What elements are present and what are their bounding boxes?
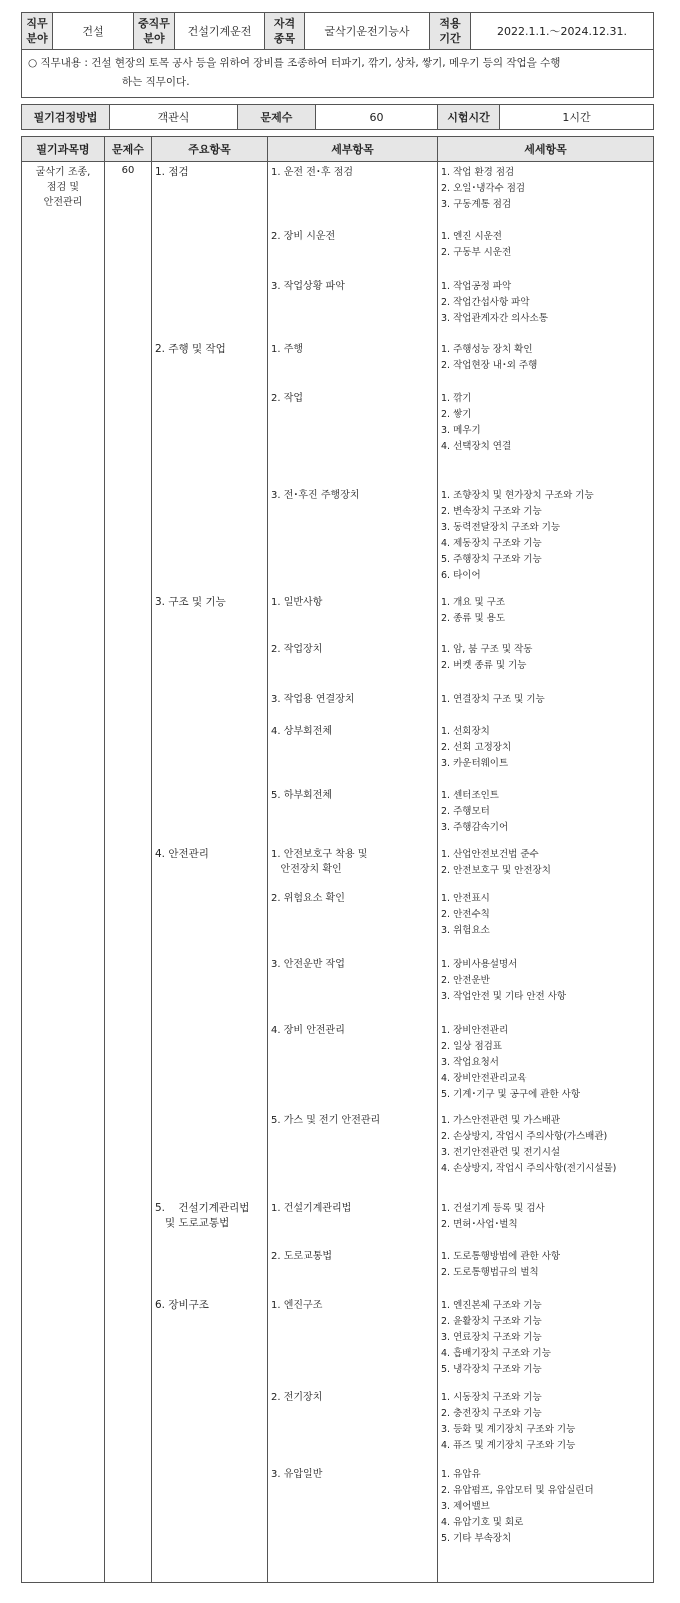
detail-item: 2. 작업간섭사항 파악: [441, 297, 530, 308]
detail-item: 1. 개요 및 구조: [441, 597, 506, 608]
detail-item: 1. 유압유: [441, 1469, 481, 1480]
detail-item: 4. 선택장치 연결: [441, 441, 512, 452]
sub-item: 2. 전기장치: [271, 1392, 323, 1403]
detail-item: 3. 작업안전 및 기타 안전 사항: [441, 991, 567, 1002]
sub-item: 1. 주행: [271, 344, 304, 355]
detail-item: 4. 제동장치 구조와 기능: [441, 538, 542, 549]
detail-item: 1. 주행성능 장치 확인: [441, 344, 533, 355]
sub-item: 3. 작업용 연결장치: [271, 694, 355, 705]
detail-item: 2. 주행모터: [441, 806, 490, 817]
detail-item: 1. 깎기: [441, 393, 472, 404]
detail-item: 2. 쌓기: [441, 409, 472, 420]
major-item: 4. 안전관리: [155, 848, 209, 860]
detail-item: 1. 조향장치 및 현가장치 구조와 기능: [441, 490, 594, 501]
sub-item: 3. 유압일반: [271, 1469, 323, 1480]
sub-item: 5. 하부회전체: [271, 790, 333, 801]
sub-field-value: 건설기계운전: [175, 13, 265, 50]
period-label: 적용 기간: [430, 13, 471, 50]
exam-method-table: [21, 104, 654, 130]
job-description-line-2: 하는 직무이다.: [122, 76, 190, 88]
major-item: 5. 건설기계관리법 및 도로교통법: [155, 1202, 250, 1229]
method-label: 필기검정방법: [22, 105, 110, 130]
detail-item: 2. 구동부 시운전: [441, 247, 512, 258]
detail-item: 2. 도로통행법규의 벌칙: [441, 1267, 539, 1278]
detail-item: 3. 주행감속기어: [441, 822, 509, 833]
detail-item: 3. 위험요소: [441, 925, 490, 936]
sub-field-label: 중직무 분야: [134, 13, 175, 50]
detail-item: 4. 퓨즈 및 계기장치 구조와 기능: [441, 1440, 576, 1451]
col-subject: 필기과목명: [22, 137, 105, 162]
sub-item: 1. 건설기계관리법: [271, 1203, 352, 1214]
detail-item: 1. 산업안전보건법 준수: [441, 849, 539, 860]
sub-item: 2. 작업: [271, 393, 304, 404]
method-value: 객관식: [110, 105, 238, 130]
sub-item: 4. 상부회전체: [271, 726, 333, 737]
detail-item: 3. 메우기: [441, 425, 481, 436]
detail-item: 5. 냉각장치 구조와 기능: [441, 1364, 542, 1375]
detail-item: 3. 작업요청서: [441, 1057, 499, 1068]
cert-label: 자격 종목: [265, 13, 305, 50]
detail-item: 4. 흡배기장치 구조와 기능: [441, 1348, 551, 1359]
detail-item: 1. 작업 환경 점검: [441, 167, 515, 178]
job-description: [21, 50, 654, 98]
detail-item: 3. 작업관계자간 의사소통: [441, 313, 548, 324]
detail-item: 3. 카운터웨이트: [441, 758, 509, 769]
col-sub: 세부항목: [268, 137, 438, 162]
detail-item: 3. 전기안전관련 및 전기시설: [441, 1147, 561, 1158]
sub-item: 2. 작업장치: [271, 644, 323, 655]
detail-item: 2. 안전수칙: [441, 909, 490, 920]
detail-item: 1. 작업공정 파악: [441, 281, 512, 292]
sub-item: 1. 일반사항: [271, 597, 323, 608]
detail-item: 1. 엔진본체 구조와 기능: [441, 1300, 542, 1311]
detail-item: 1. 안전표시: [441, 893, 490, 904]
job-field-value: 건설: [53, 13, 134, 50]
exam-standard-page: [21, 12, 654, 1583]
detail-item: 2. 일상 점검표: [441, 1041, 502, 1052]
detail-item: 2. 작업현장 내･외 주행: [441, 360, 538, 371]
detail-item: 2. 안전운반: [441, 975, 490, 986]
detail-item: 1. 엔진 시운전: [441, 231, 502, 242]
detail-item: 3. 제어밸브: [441, 1501, 490, 1512]
sub-item: 1. 운전 전･후 점검: [271, 167, 354, 178]
col-detail: 세세항목: [438, 137, 654, 162]
col-major: 주요항목: [152, 137, 268, 162]
detail-item: 2. 버켓 종류 및 기능: [441, 660, 527, 671]
detail-item: 5. 기타 부속장치: [441, 1533, 512, 1544]
detail-item: 2. 유압펌프, 유압모터 및 유압실린더: [441, 1485, 594, 1496]
detail-items-column: [438, 162, 654, 1583]
exam-time-label: 시험시간: [438, 105, 500, 130]
sub-item: 1. 안전보호구 착용 및 안전장치 확인: [271, 849, 368, 875]
sub-item: 2. 위험요소 확인: [271, 893, 345, 904]
question-count-value: 60: [316, 105, 438, 130]
detail-item: 1. 건설기계 등록 및 검사: [441, 1203, 545, 1214]
sub-item: 3. 안전운반 작업: [271, 959, 345, 970]
sub-item: 2. 도로교통법: [271, 1251, 333, 1262]
major-item: 6. 장비구조: [155, 1299, 209, 1311]
detail-item: 2. 손상방지, 작업시 주의사항(가스배관): [441, 1131, 608, 1142]
subject-question-count: 60: [105, 162, 152, 1583]
major-items-column: [152, 162, 268, 1583]
detail-item: 2. 충전장치 구조와 기능: [441, 1408, 542, 1419]
sub-item: 5. 가스 및 전기 안전관리: [271, 1115, 381, 1126]
detail-item: 2. 안전보호구 및 안전장치: [441, 865, 551, 876]
detail-item: 1. 가스안전관련 및 가스배관: [441, 1115, 561, 1126]
detail-item: 3. 구동계통 점검: [441, 199, 512, 210]
detail-item: 5. 주행장치 구조와 기능: [441, 554, 542, 565]
major-item: 3. 구조 및 기능: [155, 596, 226, 608]
detail-item: 1. 암, 붐 구조 및 작동: [441, 644, 533, 655]
detail-item: 6. 타이어: [441, 570, 481, 581]
detail-item: 5. 기계･기구 및 공구에 관한 사항: [441, 1089, 581, 1100]
detail-item: 3. 등화 및 계기장치 구조와 기능: [441, 1424, 576, 1435]
detail-item: 4. 손상방지, 작업시 주의사항(전기시설물): [441, 1163, 617, 1174]
sub-item: 1. 엔진구조: [271, 1300, 323, 1311]
detail-item: 2. 오일･냉각수 점검: [441, 183, 526, 194]
detail-item: 1. 장비사용설명서: [441, 959, 518, 970]
subject-table: [21, 136, 654, 1583]
detail-item: 4. 유압기호 및 회로: [441, 1517, 524, 1528]
exam-time-value: 1시간: [500, 105, 654, 130]
detail-item: 1. 연결장치 구조 및 기능: [441, 694, 545, 705]
subject-name: 굴삭기 조종, 점검 및 안전관리: [22, 162, 105, 1583]
cert-value: 굴삭기운전기능사: [305, 13, 430, 50]
major-item: 2. 주행 및 작업: [155, 343, 226, 355]
sub-items-column: [268, 162, 438, 1583]
sub-item: 3. 작업상황 파악: [271, 281, 345, 292]
question-count-label: 문제수: [238, 105, 316, 130]
detail-item: 1. 도로통행방법에 관한 사항: [441, 1251, 561, 1262]
major-item: 1. 점검: [155, 166, 189, 178]
detail-item: 2. 면허･사업･벌칙: [441, 1219, 518, 1230]
detail-item: 1. 선회장치: [441, 726, 490, 737]
detail-item: 1. 장비안전관리: [441, 1025, 509, 1036]
header-table: [21, 12, 654, 50]
detail-item: 2. 변속장치 구조와 기능: [441, 506, 542, 517]
detail-item: 4. 장비안전관리교육: [441, 1073, 527, 1084]
sub-item: 4. 장비 안전관리: [271, 1025, 345, 1036]
job-field-label: 직무 분야: [22, 13, 53, 50]
col-count: 문제수: [105, 137, 152, 162]
detail-item: 2. 종류 및 용도: [441, 613, 506, 624]
sub-item: 3. 전･후진 주행장치: [271, 490, 360, 501]
job-description-line-1: ○ 직무내용 : 건설 현장의 토목 공사 등을 위하여 장비를 조종하여 터파기, 깎기, 상차, 쌓기, 메우기 등의 작업을 수행: [28, 57, 561, 69]
detail-item: 1. 센터조인트: [441, 790, 499, 801]
period-value: 2022.1.1.～2024.12.31.: [471, 13, 654, 50]
detail-item: 3. 연료장치 구조와 기능: [441, 1332, 542, 1343]
detail-item: 1. 시동장치 구조와 기능: [441, 1392, 542, 1403]
sub-item: 2. 장비 시운전: [271, 231, 336, 242]
detail-item: 2. 선회 고정장치: [441, 742, 512, 753]
detail-item: 2. 윤활장치 구조와 기능: [441, 1316, 542, 1327]
detail-item: 3. 동력전달장치 구조와 기능: [441, 522, 561, 533]
